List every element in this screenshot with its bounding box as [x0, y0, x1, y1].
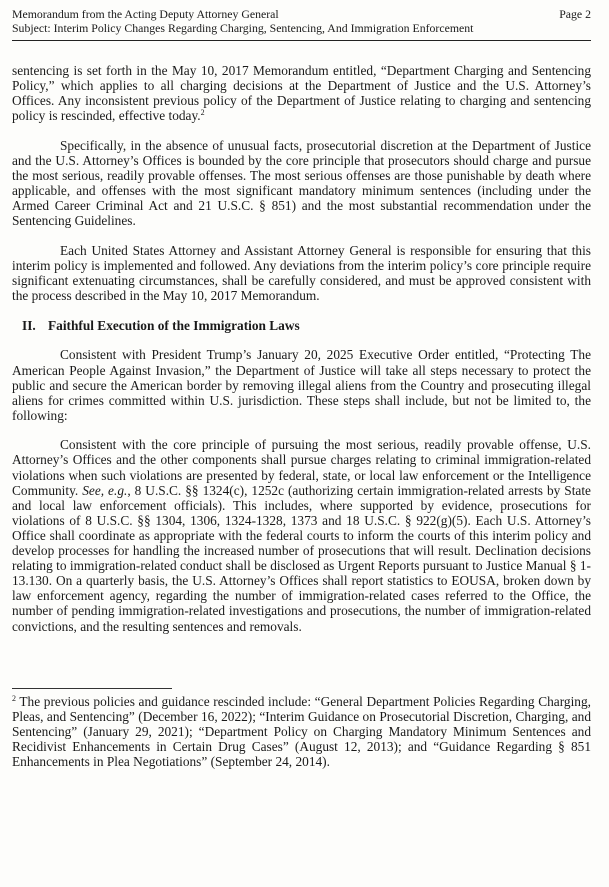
header-rule [12, 40, 591, 41]
paragraph-executive-order: Consistent with President Trump’s January 20, 2025 Executive Order entitled, “Protecting The American People Against Invasion,” the Department of Justice will take all steps necessary to protect the public and secure the American border by removing illegal aliens from the Country and prosecuting illegal aliens for crimes committed within U.S. jurisdiction. These steps shall include, but not be limited to, the following: [12, 347, 591, 423]
paragraph-immigration-charges [12, 437, 591, 633]
footnote [12, 694, 591, 769]
footnote-marker: 2 [12, 693, 16, 703]
page-number: Page 2 [559, 7, 591, 21]
paragraph-text: Consistent with the core principle of pursuing the most serious, readily provable offense, U.S. Attorney’s Offices and the other components shall pursue charges relating to criminal immigration-related violations when such violations are presented by federal, state, or local law enforcement or the Intelligence Community. [12, 437, 591, 498]
section-heading [12, 318, 591, 333]
section-title: Faithful Execution of the Immigration Laws [48, 317, 300, 333]
citation-signal: See, e.g. [82, 482, 128, 498]
footnote-divider [12, 688, 172, 689]
footnote-reference[interactable]: 2 [200, 108, 205, 118]
section-number: II. [22, 317, 36, 333]
paragraph-text: , 8 U.S.C. §§ 1324(c), 1252c (authorizing certain immigration-related arrests by State and local law enforcement officials). This includes, where supported by evidence, prosecutions for violations of 8 U.S.C. §§ 1304, 1306, 1324-1328, 1373 and 18 U.S.C. § 922(g)(5). Each U.S. Attorney’s Office shall coordinate as appropriate with the federal courts to inform the courts of this interim policy and develop processes for handling the increased number of prosecutions that will result. Declination decisions relating to immigration-related conduct shall be disclosed as Urgent Reports pursuant to Justice Manual § 1-13.130. On a quarterly basis, the U.S. Attorney’s Offices shall report statistics to EOUSA, broken down by law enforcement agency, regarding the number of immigration-related cases referred to the Office, the number of pending immigration-related investigations and prosecutions, the number of immigration-related convictions, and the resulting sentences and removals. [12, 482, 591, 634]
paragraph-prosecutorial-discretion: Specifically, in the absence of unusual facts, prosecutorial discretion at the Department of Justice and the U.S. Attorney’s Offices is bounded by the core principle that prosecutors should charge and pursue the most serious, readily provable offenses. The most serious offenses are those punishable by death where applicable, and offenses with the most significant mandatory minimum sentences (including under the Armed Career Criminal Act and 21 U.S.C. § 851) and the most substantial recommendation under the Sentencing Guidelines. [12, 137, 591, 229]
paragraph-charging-policy [12, 63, 591, 123]
page-header [12, 8, 591, 41]
paragraph-responsibility: Each United States Attorney and Assistant Attorney General is responsible for ensuring that this interim policy is implemented and followed. Any deviations from the interim policy’s core principle require significant extenuating circumstances, shall be carefully considered, and must be approved consistent with the process described in the May 10, 2017 Memorandum. [12, 242, 591, 304]
header-title: Memorandum from the Acting Deputy Attorney General [12, 7, 279, 21]
footnote-text: The previous policies and guidance rescinded include: “General Department Policies Regarding Charging, Pleas, and Sentencing” (December 16, 2022); “Interim Guidance on Prosecutorial Discretion, Charging, and Sentencing” (January 29, 2021); “Department Policy on Charging Mandatory Minimum Sentences and Recidivist Enhancements in Certain Drug Cases” (August 12, 2013); and “Guidance Regarding § 851 Enhancements in Plea Negotiations” (September 24, 2014). [12, 693, 591, 769]
paragraph-text: sentencing is set forth in the May 10, 2017 Memorandum entitled, “Department Charging and Sentencing Policy,” which applies to all charging decisions at the Department of Justice and the U.S. Attorney’s Offices. Any inconsistent previous policy of the Department of Justice relating to charging and sentencing policy is rescinded, effective today. [12, 63, 591, 124]
header-subject: Subject: Interim Policy Changes Regarding Charging, Sentencing, And Immigration Enforcement [12, 20, 474, 35]
